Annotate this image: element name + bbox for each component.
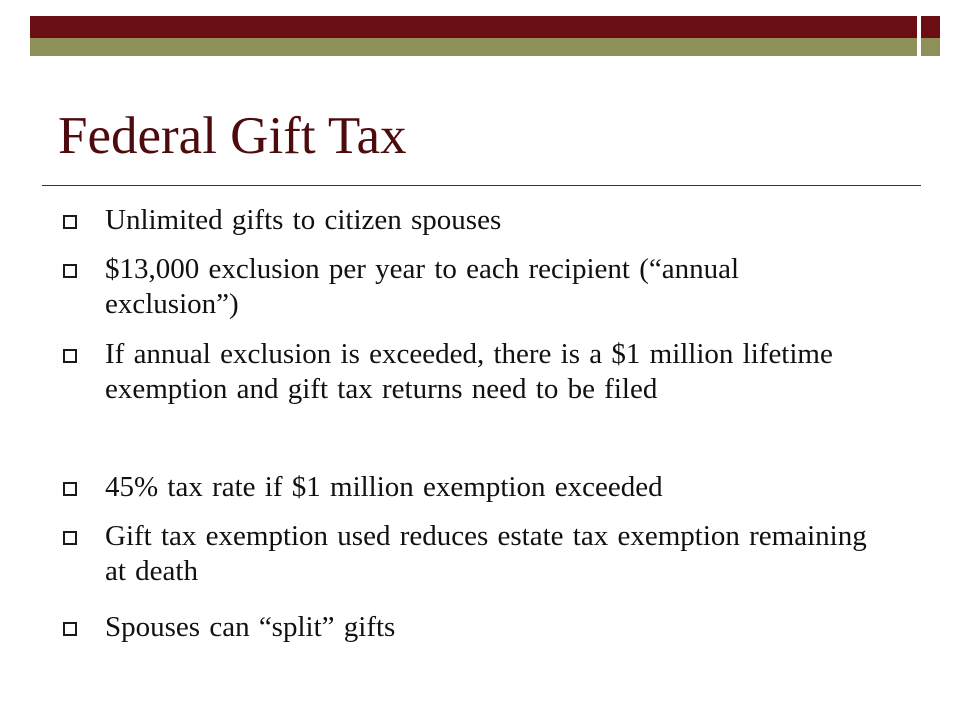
bullet-text: If annual exclusion is exceeded, there is a $1 million lifetime exemption and gift tax returns need to be filed (105, 338, 833, 405)
square-bullet-icon (63, 622, 77, 636)
slide-title: Federal Gift Tax (58, 107, 407, 165)
bullet-text: Spouses can “split” gifts (105, 611, 396, 643)
header-square-olive (921, 38, 940, 56)
square-bullet-icon (63, 482, 77, 496)
square-bullet-icon (63, 215, 77, 229)
header-bar-olive (30, 38, 917, 56)
header-bar-dark (30, 16, 917, 38)
bullet-text: $13,000 exclusion per year to each recipient (“annual exclusion”) (105, 253, 740, 320)
bullet-text: 45% tax rate if $1 million exemption exceeded (105, 471, 663, 503)
bullet-text: Unlimited gifts to citizen spouses (105, 204, 502, 236)
title-divider (42, 185, 921, 186)
header-square-dark (921, 16, 940, 38)
bullet-text: Gift tax exemption used reduces estate tax exemption remaining at death (105, 520, 867, 587)
square-bullet-icon (63, 349, 77, 363)
square-bullet-icon (63, 531, 77, 545)
square-bullet-icon (63, 264, 77, 278)
